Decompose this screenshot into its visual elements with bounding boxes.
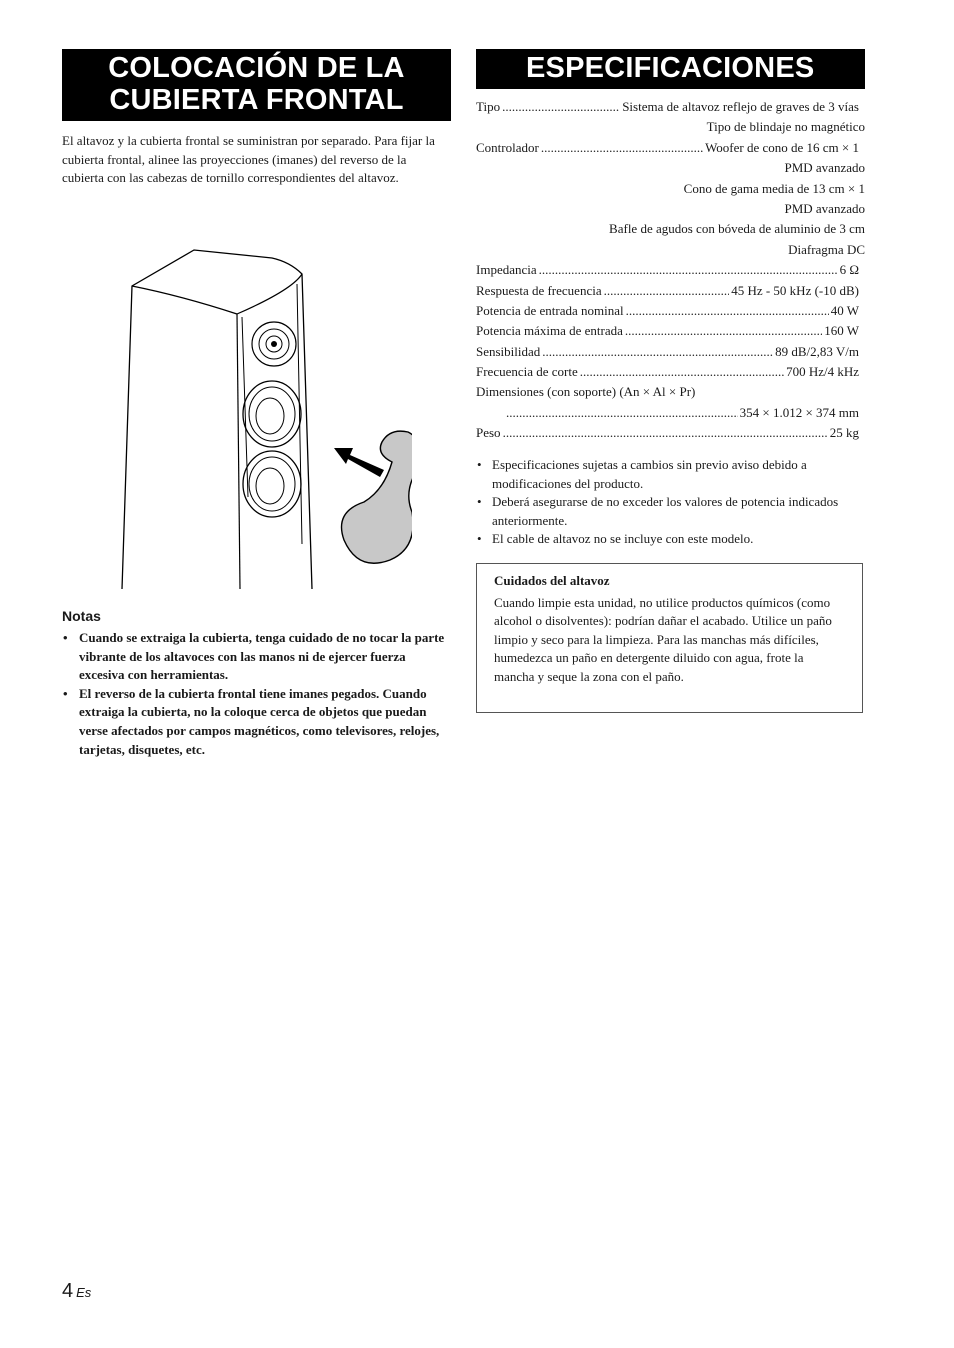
spec-row-potencia-maxima — [476, 321, 865, 341]
page-number-value: 4 — [62, 1280, 74, 1302]
leader-dots — [625, 321, 822, 341]
spec-row-peso — [476, 423, 865, 443]
specifications-table — [476, 97, 865, 444]
page-number — [62, 1280, 91, 1303]
spec-value: 6 Ω — [839, 262, 859, 278]
spec-continuation: PMD avanzado — [784, 160, 865, 176]
notes-list — [62, 629, 451, 759]
spec-value: Sistema de altavoz reflejo de graves de 3 vías — [622, 98, 859, 114]
section-title-front-cover: COLOCACIÓN DE LA CUBIERTA FRONTAL — [62, 49, 451, 121]
spec-row-impedancia — [476, 260, 865, 280]
leader-dots — [506, 403, 738, 423]
spec-continuation: Tipo de blindaje no magnético — [706, 119, 865, 135]
spec-row-controlador — [476, 138, 865, 158]
leader-dots — [541, 138, 703, 158]
spec-label: Sensibilidad — [476, 343, 541, 359]
spec-label: Dimensiones (con soporte) (An × Al × Pr) — [476, 384, 696, 400]
care-title: Cuidados del altavoz — [494, 573, 610, 588]
section-title-specifications: ESPECIFICACIONES — [476, 49, 865, 89]
spec-label: Tipo — [476, 98, 501, 114]
spec-value: 160 W — [824, 323, 859, 339]
intro-paragraph: El altavoz y la cubierta frontal se suministran por separado. Para fijar la cubierta frontal, alinee las proyecciones (imanes) del reverso de la cubierta con las cabezas de tornillo correspondientes del altavoz. — [62, 133, 435, 186]
spec-note-item: • Deberá asegurarse de no exceder los valores de potencia indicados anteriormente. — [476, 493, 865, 530]
leader-dots — [503, 423, 828, 443]
spec-label: Controlador — [476, 139, 539, 155]
leader-dots — [539, 260, 838, 280]
spec-row-frecuencia-corte — [476, 362, 865, 382]
care-box — [476, 563, 863, 713]
spec-value: 45 Hz - 50 kHz (-10 dB) — [731, 282, 859, 298]
spec-row-respuesta — [476, 281, 865, 301]
spec-note-item: • El cable de altavoz no se incluye con este modelo. — [476, 530, 865, 549]
leader-dots — [580, 362, 784, 382]
right-column — [476, 49, 865, 684]
spec-value: 700 Hz/4 kHz — [786, 364, 859, 380]
spec-continuation: Diafragma DC — [788, 241, 865, 257]
spec-label: Potencia máxima de entrada — [476, 323, 623, 339]
spec-continuation: Bafle de agudos con bóveda de aluminio de 3 cm — [609, 221, 865, 237]
leader-dots — [542, 342, 773, 362]
spec-dimensiones-value-line — [476, 403, 865, 423]
spec-value: 40 W — [830, 302, 859, 318]
spec-value: 89 dB/2,83 V/m — [775, 343, 859, 359]
left-column — [62, 49, 451, 757]
spec-label: Frecuencia de corte — [476, 364, 578, 380]
notes-heading: Notas — [62, 608, 101, 624]
leader-dots — [502, 97, 620, 117]
spec-label: Peso — [476, 425, 501, 441]
spec-row-dimensiones — [476, 382, 865, 402]
spec-notes-list — [476, 456, 865, 549]
spec-row-potencia-nominal — [476, 301, 865, 321]
spec-row-sensibilidad — [476, 342, 865, 362]
note-item: • Cuando se extraiga la cubierta, tenga cuidado de no tocar la parte vibrante de los altavoces con las manos ni de ejercer fuerza excesiva con herramientas. — [62, 629, 451, 685]
spec-label: Impedancia — [476, 262, 537, 278]
spec-continuation: PMD avanzado — [784, 200, 865, 216]
spec-label: Potencia de entrada nominal — [476, 302, 624, 318]
note-item: • El reverso de la cubierta frontal tiene imanes pegados. Cuando extraiga la cubierta, no la coloque cerca de objetos que puedan verse afectados por campos magnéticos, como televisores, relojes, tarjetas, disquetes, etc. — [62, 685, 451, 759]
page-language: Es — [76, 1285, 92, 1300]
spec-value: 25 kg — [829, 425, 859, 441]
leader-dots — [626, 301, 829, 321]
care-text: Cuando limpie esta unidad, no utilice productos químicos (como alcohol o disolventes): podrían dañar el acabado. Utilice un paño limpio y seco para la limpieza. Para las manchas más difíciles, humedezca un paño en detergente diluido con agua, frote la mancha y seque la zona con el paño. — [494, 594, 832, 684]
spec-value: Woofer de cono de 16 cm × 1 — [705, 139, 859, 155]
speaker-cover-illustration — [112, 244, 412, 589]
spec-note-item: • Especificaciones sujetas a cambios sin previo aviso debido a modificaciones del producto. — [476, 456, 865, 493]
spec-continuation: Cono de gama media de 13 cm × 1 — [683, 180, 865, 196]
spec-row-tipo — [476, 97, 865, 117]
leader-dots — [604, 281, 730, 301]
spec-value: 354 × 1.012 × 374 mm — [739, 404, 859, 420]
spec-label: Respuesta de frecuencia — [476, 282, 602, 298]
